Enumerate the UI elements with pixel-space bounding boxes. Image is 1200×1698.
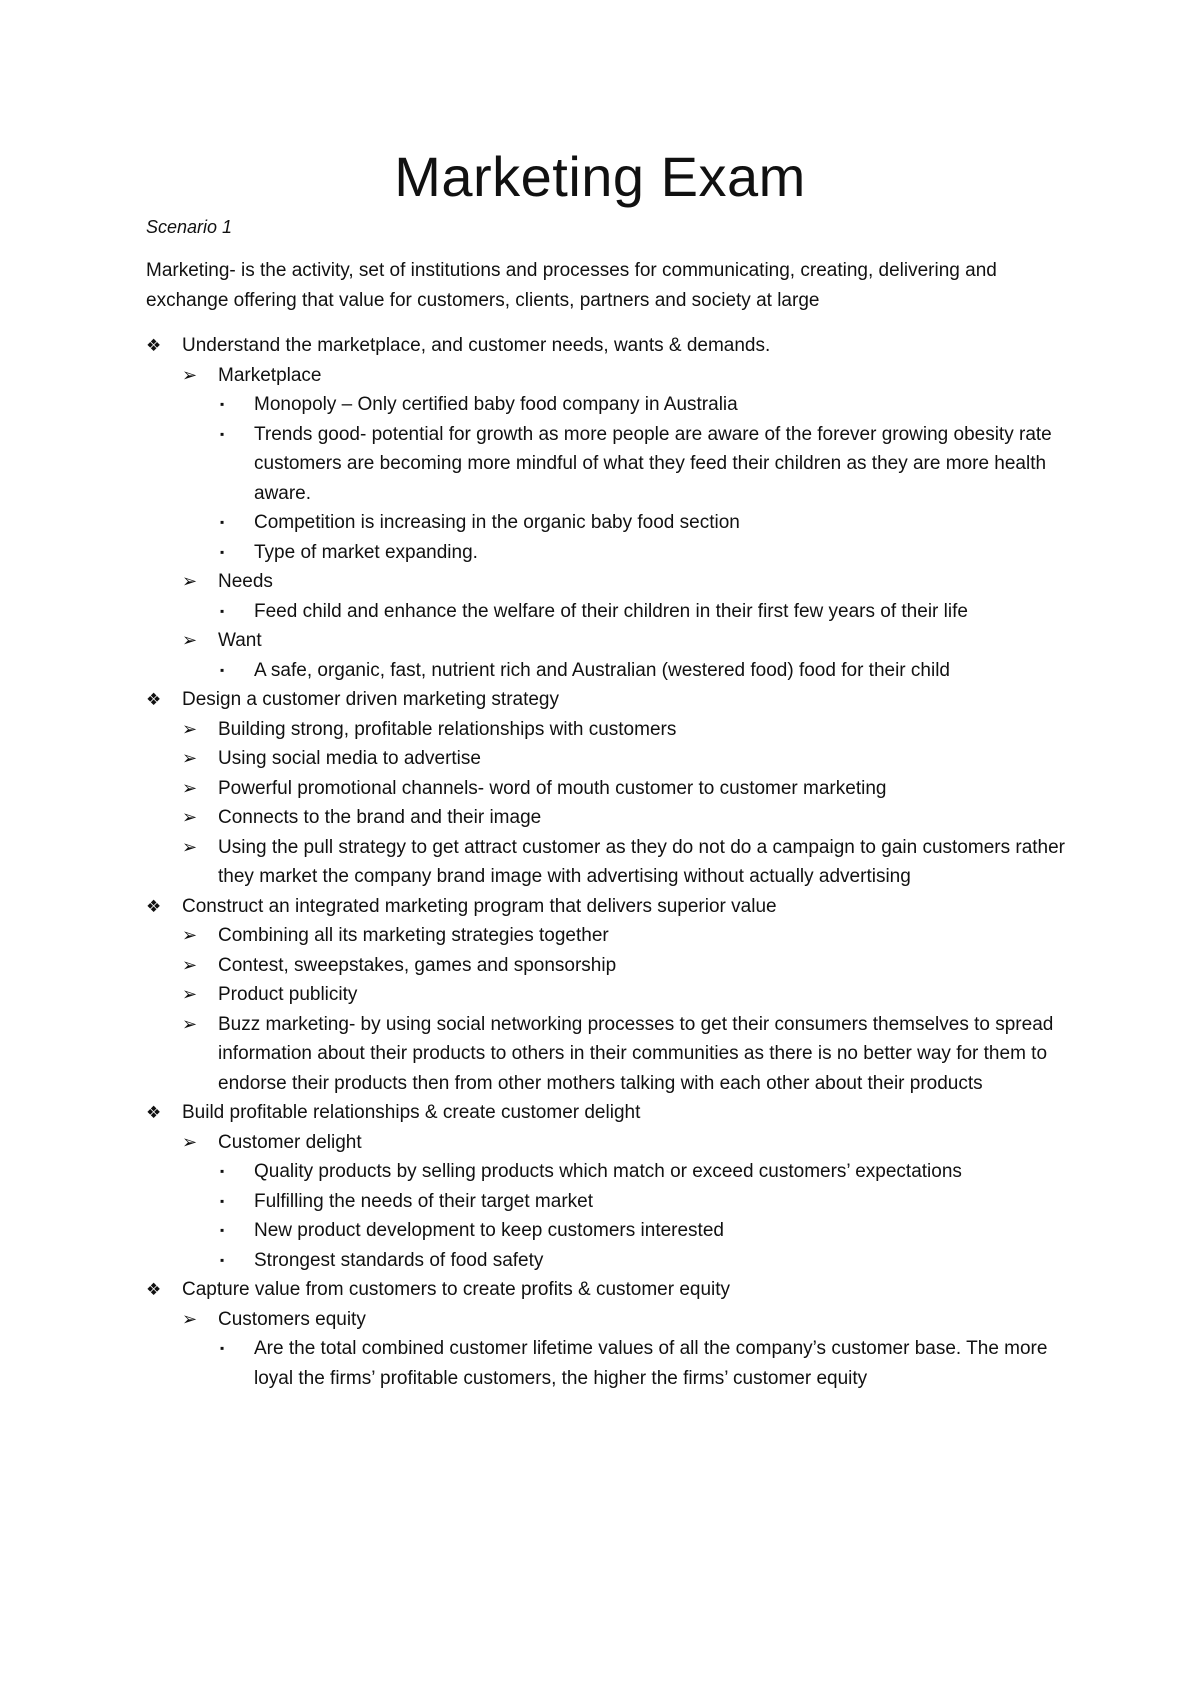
arrow-bullet-icon: ➢ <box>182 925 198 945</box>
arrow-bullet-icon: ➢ <box>182 748 198 768</box>
square-bullet-icon: ▪ <box>220 603 225 618</box>
square-bullet-icon: ▪ <box>220 544 225 559</box>
scenario-label: Scenario 1 <box>146 217 233 237</box>
outline-item-level-3 <box>146 656 1066 686</box>
outline-item-level-2 <box>146 1128 1066 1158</box>
outline-item-text: Using the pull strategy to get attract customer as they do not do a campaign to gain customers rather they market the company brand image with advertising without actually advertising <box>218 836 1066 887</box>
outline-item-level-3 <box>146 538 1066 568</box>
outline-item-level-3 <box>146 1157 1066 1187</box>
square-bullet-icon: ▪ <box>220 397 225 411</box>
outline-item-level-2 <box>146 833 1066 892</box>
arrow-bullet-icon: ➢ <box>182 836 198 857</box>
outline-item-level-3 <box>146 597 1066 627</box>
arrow-bullet-icon: ➢ <box>182 807 198 827</box>
outline-item-text: Marketplace <box>218 364 322 386</box>
outline-item-level-3 <box>146 508 1066 538</box>
outline-item-text: Buzz marketing- by using social networking processes to get their consumers themselves to spread information about their products to others in their communities as there is no better way for them to endorse their products then from other mothers talking with each other about their products <box>218 1013 1054 1094</box>
square-bullet-icon: ▪ <box>220 1164 225 1178</box>
diamond-bullet-icon: ❖ <box>146 1103 162 1122</box>
outline-item-text: Are the total combined customer lifetime values of all the company’s customer base. The more loyal the firms’ profitable customers, the higher the firms’ customer equity <box>254 1338 1048 1389</box>
outline-item-text: Construct an integrated marketing program that delivers superior value <box>182 895 777 917</box>
outline-item-level-1 <box>146 892 1066 922</box>
outline-item-level-2 <box>146 774 1066 804</box>
outline-item-level-3 <box>146 390 1066 420</box>
outline-item-level-2 <box>146 921 1066 951</box>
outline-item-level-2 <box>146 626 1066 656</box>
outline-item-level-2 <box>146 951 1066 981</box>
outline-item-text: Want <box>218 630 262 651</box>
outline-item-level-1 <box>146 1275 1066 1305</box>
outline-item-text: Customers equity <box>218 1308 366 1330</box>
arrow-bullet-icon: ➢ <box>182 954 198 975</box>
outline-item-level-2 <box>146 361 1066 391</box>
outline-item-text: Contest, sweepstakes, games and sponsorship <box>218 954 617 976</box>
outline-item-text: Competition is increasing in the organic baby food section <box>254 512 740 533</box>
outline-item-level-1 <box>146 1098 1066 1128</box>
outline-item-level-2 <box>146 744 1066 774</box>
outline-item-text: Build profitable relationships & create customer delight <box>182 1102 641 1123</box>
outline-item-text: Strongest standards of food safety <box>254 1249 544 1271</box>
outline-item-text: Quality products by selling products which match or exceed customers’ expectations <box>254 1161 962 1182</box>
outline-list <box>146 331 1066 1393</box>
outline-item-level-2 <box>146 1010 1066 1099</box>
outline-item-level-2 <box>146 567 1066 597</box>
outline-item-text: Using social media to advertise <box>218 748 481 769</box>
outline-item-text: Capture value from customers to create profits & customer equity <box>182 1279 731 1300</box>
outline-item-text: Product publicity <box>218 984 358 1005</box>
outline-item-text: Combining all its marketing strategies together <box>218 925 609 946</box>
arrow-bullet-icon: ➢ <box>182 718 198 739</box>
intro-paragraph: Marketing- is the activity, set of institutions and processes for communicating, creating, delivering and exchange offering that value for customers, clients, partners and society at large <box>146 260 997 311</box>
arrow-bullet-icon: ➢ <box>182 1013 198 1034</box>
outline-item-text: Feed child and enhance the welfare of their children in their first few years of their life <box>254 600 968 622</box>
outline-item-level-3 <box>146 1246 1066 1276</box>
square-bullet-icon: ▪ <box>220 426 225 441</box>
diamond-bullet-icon: ❖ <box>146 1280 162 1299</box>
outline-item-level-1 <box>146 685 1066 715</box>
square-bullet-icon: ▪ <box>220 1252 225 1267</box>
diamond-bullet-icon: ❖ <box>146 336 162 355</box>
outline-item-level-3 <box>146 1334 1066 1393</box>
outline-item-text: Design a customer driven marketing strategy <box>182 689 559 710</box>
outline-item-text: Building strong, profitable relationships with customers <box>218 718 677 740</box>
outline-item-level-3 <box>146 1187 1066 1217</box>
outline-item-text: Understand the marketplace, and customer needs, wants & demands. <box>182 335 771 356</box>
outline-item-level-1 <box>146 331 1066 361</box>
arrow-bullet-icon: ➢ <box>182 1308 198 1329</box>
arrow-bullet-icon: ➢ <box>182 571 198 591</box>
outline-item-text: Connects to the brand and their image <box>218 807 542 828</box>
outline-item-text: Fulfilling the needs of their target market <box>254 1190 594 1212</box>
outline-item-text: New product development to keep customers interested <box>254 1220 724 1241</box>
square-bullet-icon: ▪ <box>220 515 225 529</box>
outline-item-text: Needs <box>218 571 273 592</box>
outline-item-text: Customer delight <box>218 1131 362 1153</box>
arrow-bullet-icon: ➢ <box>182 1131 198 1152</box>
outline-item-text: Trends good- potential for growth as more people are aware of the forever growing obesity rate customers are becoming more mindful of what they feed their children as they are more health aware. <box>254 423 1052 504</box>
diamond-bullet-icon: ❖ <box>146 690 162 709</box>
outline-item-level-3 <box>146 1216 1066 1246</box>
square-bullet-icon: ▪ <box>220 1193 225 1208</box>
outline-item-text: Type of market expanding. <box>254 541 478 563</box>
outline-item-level-2 <box>146 803 1066 833</box>
square-bullet-icon: ▪ <box>220 1223 225 1237</box>
square-bullet-icon: ▪ <box>220 662 225 677</box>
outline-item-text: Powerful promotional channels- word of mouth customer to customer marketing <box>218 777 887 799</box>
arrow-bullet-icon: ➢ <box>182 777 198 798</box>
arrow-bullet-icon: ➢ <box>182 630 198 650</box>
outline-item-text: A safe, organic, fast, nutrient rich and Australian (westered food) food for their child <box>254 659 950 681</box>
outline-item-level-2 <box>146 715 1066 745</box>
document-title: Marketing Exam <box>394 145 806 208</box>
square-bullet-icon: ▪ <box>220 1341 225 1355</box>
arrow-bullet-icon: ➢ <box>182 364 198 385</box>
outline-item-level-2 <box>146 980 1066 1010</box>
diamond-bullet-icon: ❖ <box>146 896 162 916</box>
outline-item-level-3 <box>146 420 1066 509</box>
outline-item-text: Monopoly – Only certified baby food company in Australia <box>254 394 738 415</box>
arrow-bullet-icon: ➢ <box>182 984 198 1004</box>
outline-item-level-2 <box>146 1305 1066 1335</box>
